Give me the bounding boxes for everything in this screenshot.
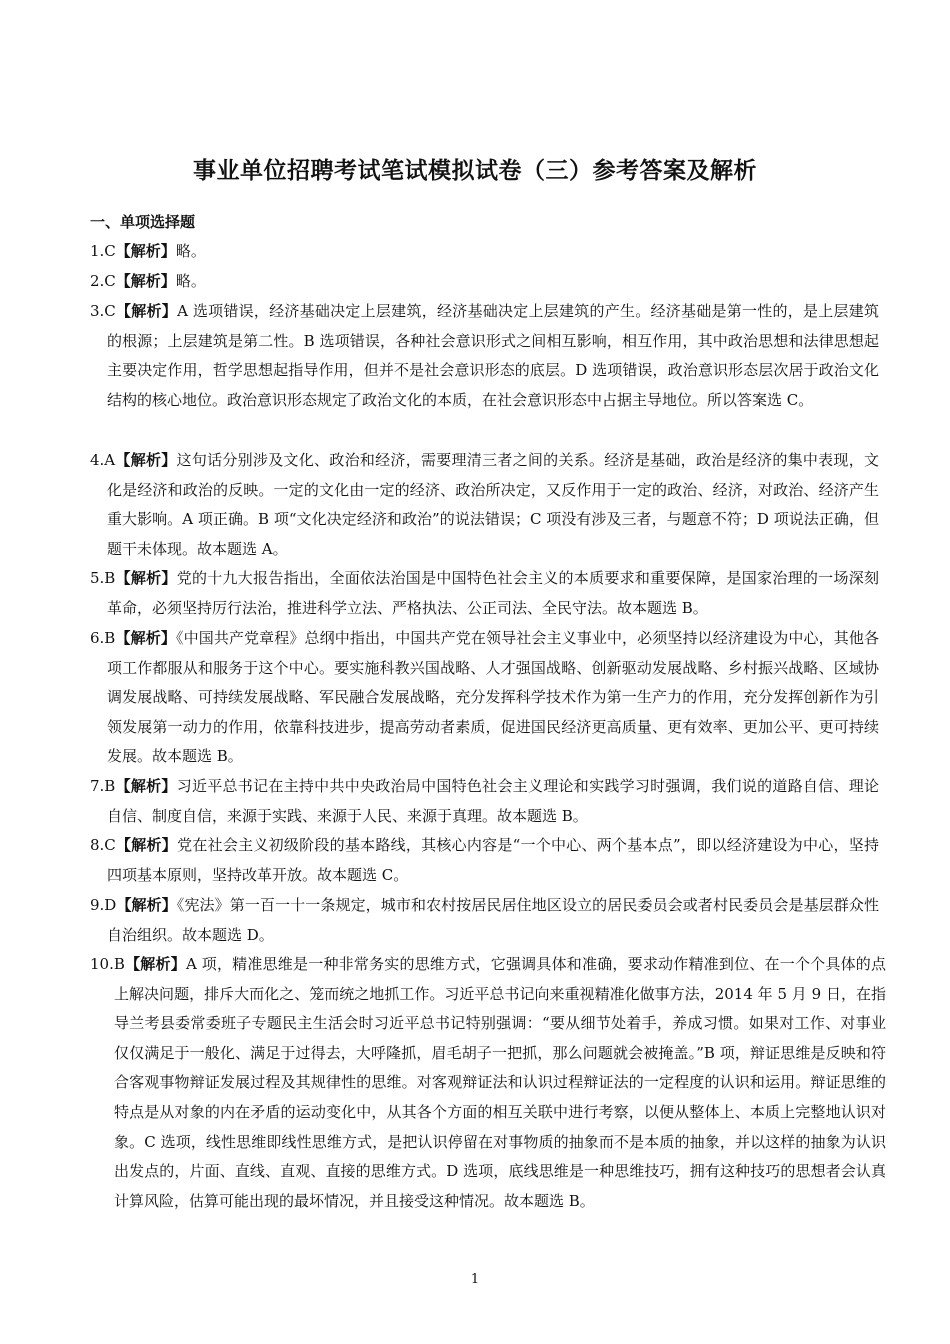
answer-item-4 [90,446,879,564]
answer-number: 6.B [90,629,116,647]
answer-item-7 [90,772,879,831]
analysis-tag: 【解析】 [115,569,177,587]
analysis-text: 党的十九大报告指出，全面依法治国是中国特色社会主义的本质要求和重要保障，是国家治理的一场深刻革命，必须坚持厉行法治，推进科学立法、严格执法、公正司法、全民守法。故本题选 B。 [107,569,879,617]
answer-item-10 [90,950,886,1216]
analysis-tag: 【解析】 [115,302,178,320]
answer-item-9 [90,891,879,950]
answer-number: 2.C [90,272,116,290]
section-heading: 一、单项选择题 [90,213,196,231]
analysis-tag: 【解析】 [115,777,177,795]
answer-number: 8.C [90,836,116,854]
analysis-tag: 【解析】 [115,629,176,647]
analysis-text: 这句话分别涉及文化、政治和经济，需要理清三者之间的关系。经济是基础，政治是经济的集中表现，文化是经济和政治的反映。一定的文化由一定的经济、政治所决定，又反作用于一定的政治、经济，对政治、经济产生重大影响。A 项正确。B 项“文化决定经济和政治”的说法错误；C 项没有涉及三者，与题意不符；D 项说法正确，但题干未体现。故本题选 A。 [107,451,879,558]
analysis-tag: 【解析】 [115,836,178,854]
analysis-text: 《宪法》第一百一十一条规定，城市和农村按居民居住地区设立的居民委员会或者村民委员会是基层群众性自治组织。故本题选 D。 [107,896,879,944]
analysis-text: 党在社会主义初级阶段的基本路线，其核心内容是“一个中心、两个基本点”，即以经济建设为中心，坚持四项基本原则，坚持改革开放。故本题选 C。 [107,836,879,884]
answer-item-8 [90,831,879,890]
answer-number: 4.A [90,451,116,469]
analysis-tag: 【解析】 [116,896,177,914]
answer-item-3 [90,297,879,415]
answer-number: 5.B [90,569,116,587]
analysis-text: A 选项错误，经济基础决定上层建筑，经济基础决定上层建筑的产生。经济基础是第一性的，是上层建筑的根源；上层建筑是第二性。B 选项错误，各种社会意识形式之间相互影响，相互作用，其中政治思想和法律思想起主要决定作用，哲学思想起指导作用，但并不是社会意识形态的底层。D 选项错误，政治意识形态层次居于政治文化结构的核心地位。政治意识形态规定了政治文化的本质，在社会意识形态中占据主导地位。所以答案选 C。 [107,302,879,409]
answer-number: 9.D [90,896,117,914]
analysis-text: 略。 [175,242,206,260]
analysis-tag: 【解析】 [115,242,176,260]
answer-item-5 [90,564,879,623]
page-number: 1 [470,1272,480,1287]
analysis-text: 《中国共产党章程》总纲中指出，中国共产党在领导社会主义事业中，必须坚持以经济建设为中心，其他各项工作都服从和服务于这个中心。要实施科教兴国战略、人才强国战略、创新驱动发展战略、乡村振兴战略、区域协调发展战略、可持续发展战略、军民融合发展战略，充分发挥科学技术作为第一生产力的作用，充分发挥创新作为引领发展第一动力的作用，依靠科技进步，提高劳动者素质，促进国民经济更高质量、更有效率、更加公平、更可持续发展。故本题选 B。 [107,629,879,766]
answer-item-1 [90,237,879,267]
answer-number: 10.B [90,955,125,973]
answer-item-2 [90,267,879,297]
analysis-text: 略。 [175,272,206,290]
answer-item-6 [90,624,879,772]
answer-number: 7.B [90,777,116,795]
analysis-text: 习近平总书记在主持中共中央政治局中国特色社会主义理论和实践学习时强调，我们说的道路自信、理论自信、制度自信，来源于实践、来源于人民、来源于真理。故本题选 B。 [107,777,879,825]
analysis-text: A 项，精准思维是一种非常务实的思维方式，它强调具体和准确，要求动作精准到位、在一个个具体的点上解决问题，排斥大而化之、笼而统之地抓工作。习近平总书记向来重视精准化做事方法，2014 年 5 月 9 日，在指导兰考县委常委班子专题民主生活会时习近平总书记特别强调：“要从细节处着手，养成习惯。如果对工作、对事业仅仅满足于一般化、满足于过得去，大呼隆抓，眉毛胡子一把抓，那么问题就会被掩盖。”B 项，辩证思维是反映和符合客观事物辩证发展过程及其规律性的思维。对客观辩证法和认识过程辩证法的一定程度的认识和运用。辩证思维的特点是从对象的内在矛盾的运动变化中，从其各个方面的相互关联中进行考察，以便从整体上、本质上完整地认识对象。C 选项，线性思维即线性思维方式，是把认识停留在对事物质的抽象而不是本质的抽象，并以这样的抽象为认识出发点的，片面、直线、直观、直接的思维方式。D 选项，底线思维是一种思维技巧，拥有这种技巧的思想者会认真计算风险，估算可能出现的最坏情况，并且接受这种情况。故本题选 B。 [114,955,886,1210]
answer-number: 3.C [90,302,116,320]
answer-number: 1.C [90,242,116,260]
analysis-tag: 【解析】 [115,272,176,290]
analysis-tag: 【解析】 [115,451,177,469]
analysis-tag: 【解析】 [124,955,186,973]
page-title: 事业单位招聘考试笔试模拟试卷（三）参考答案及解析 [193,157,757,184]
